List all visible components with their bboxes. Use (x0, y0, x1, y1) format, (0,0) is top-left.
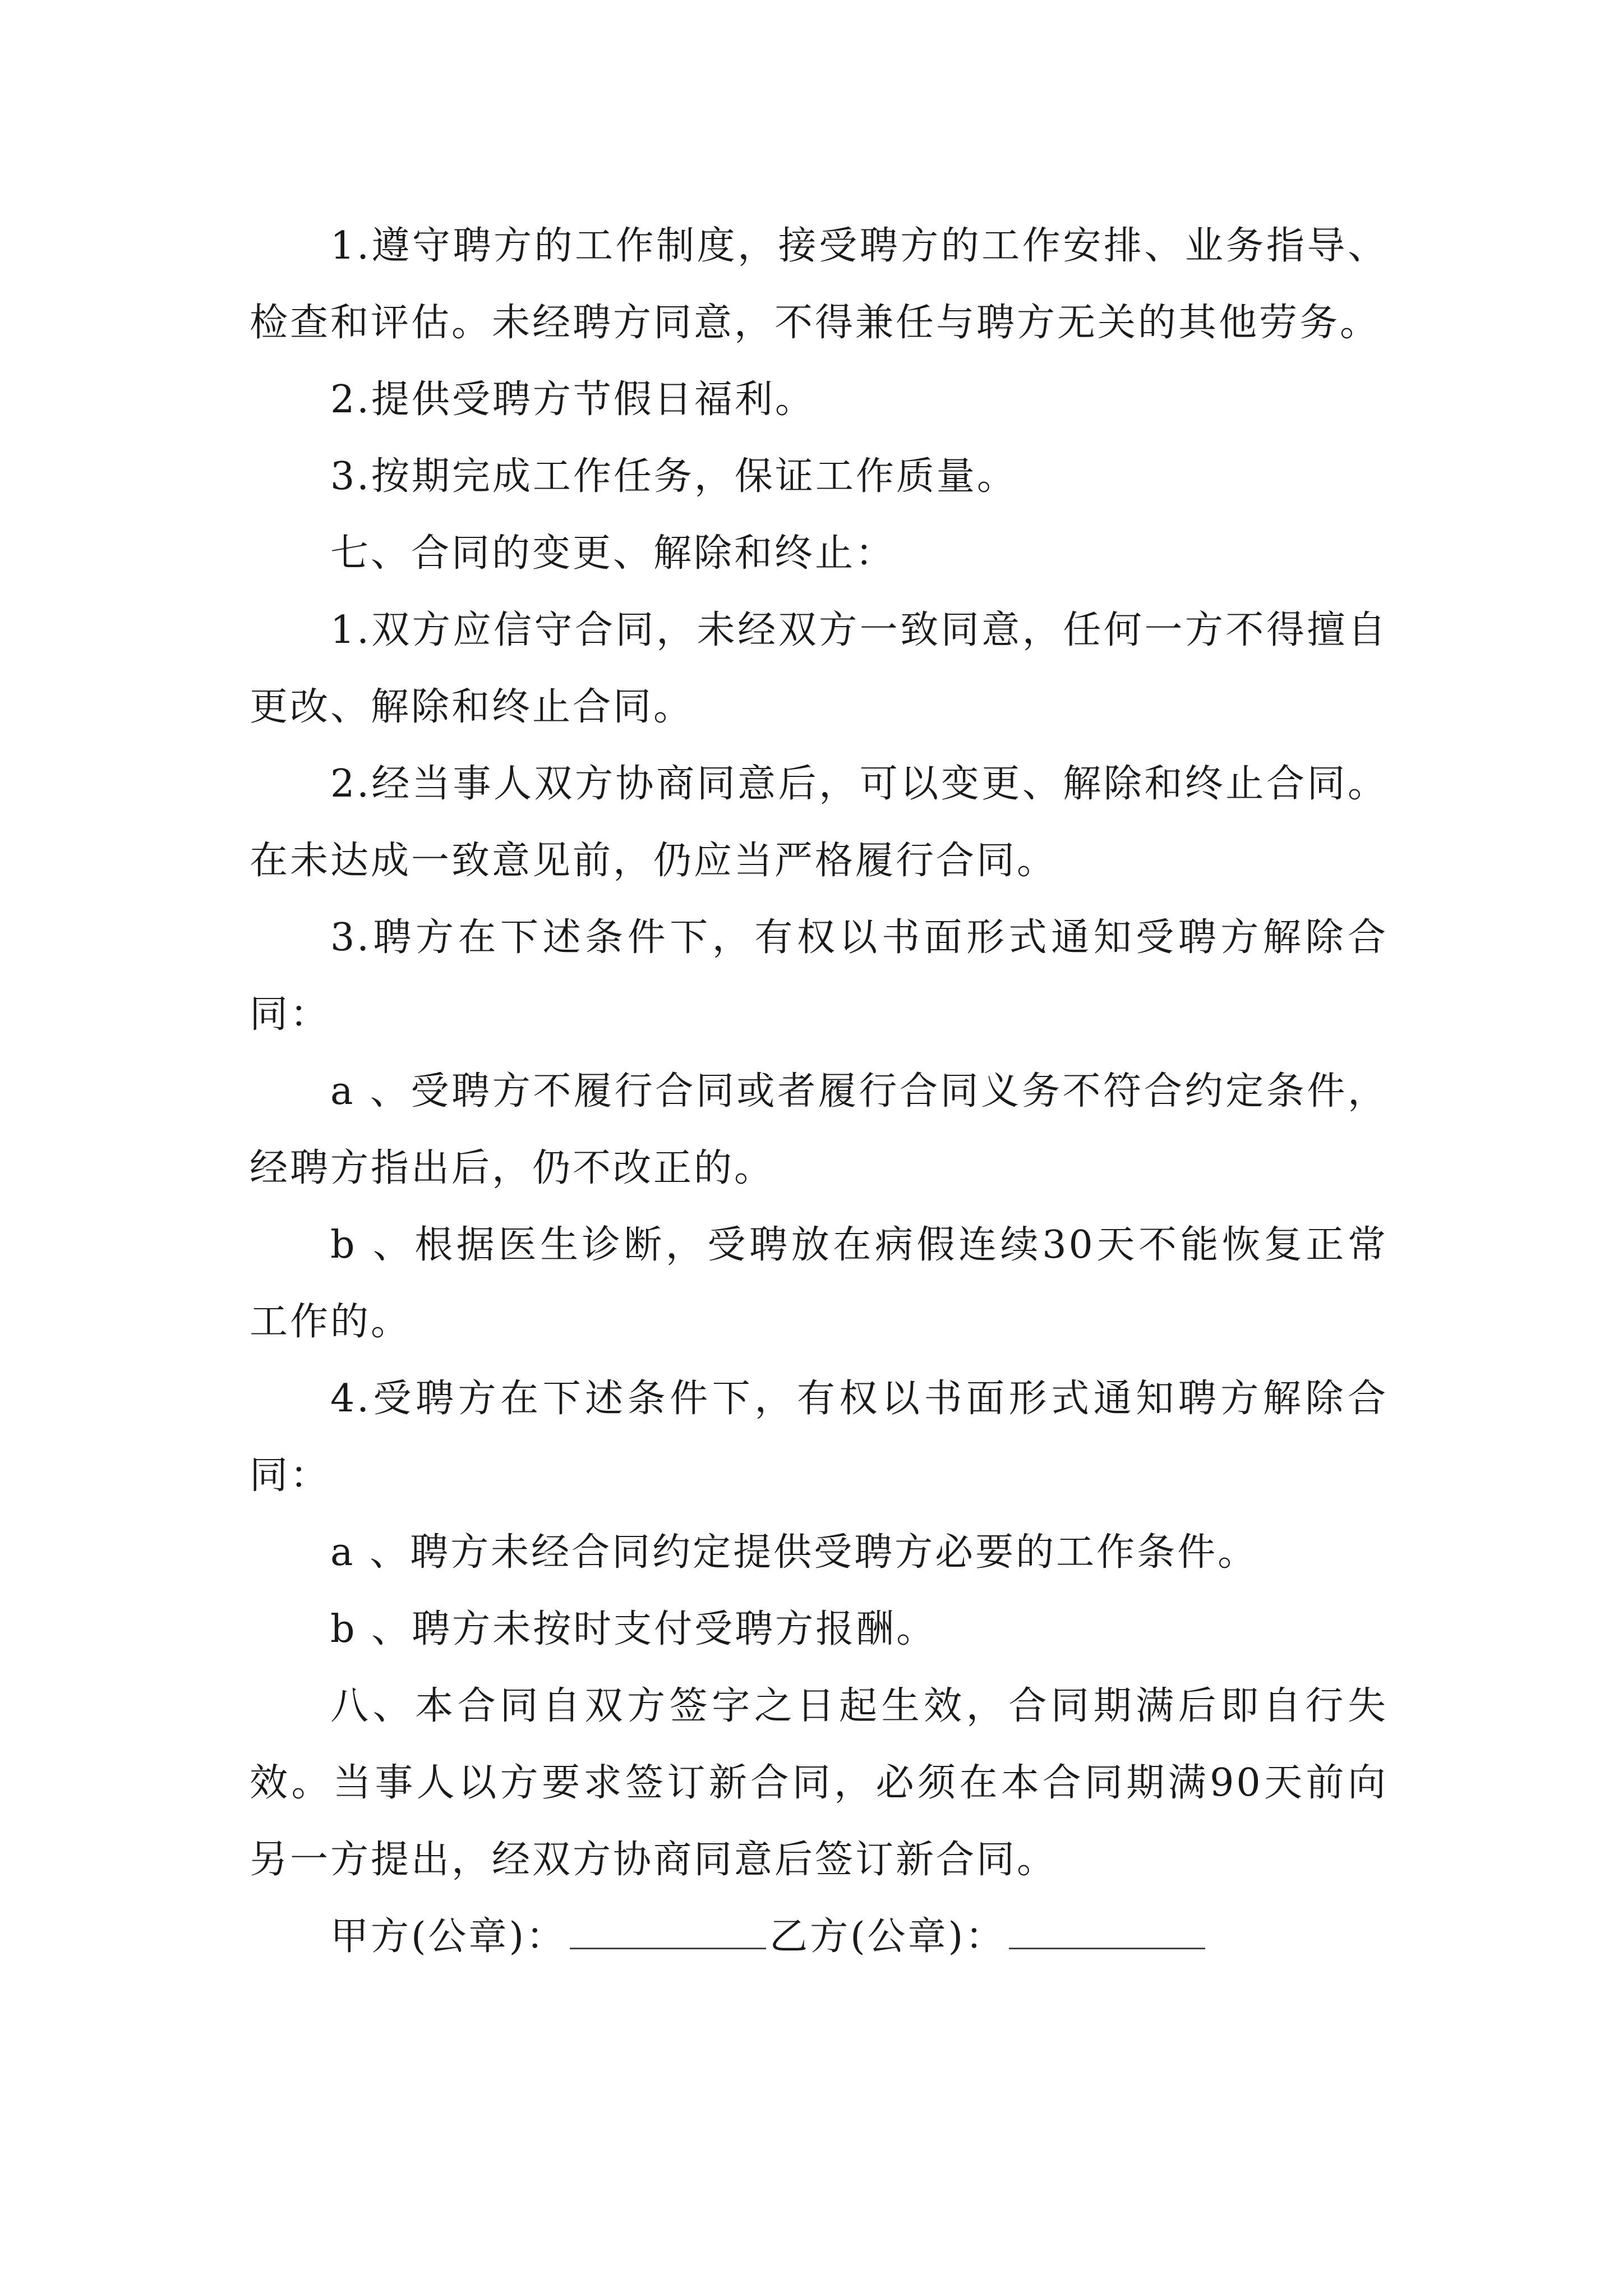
paragraph-change-1: 1.双方应信守合同，未经双方一致同意，任何一方不得擅自更改、解除和终止合同。 (250, 608, 1388, 729)
paragraph-change-3: 3.聘方在下述条件下，有权以书面形式通知受聘方解除合同： (250, 915, 1388, 1037)
paragraph-change-4b: b 、聘方未按时支付受聘方报酬。 (330, 1607, 937, 1651)
party-b-label: 乙方(公章)： (769, 1915, 1006, 1959)
section-heading-7: 七、合同的变更、解除和终止： (330, 531, 896, 576)
section-heading-8: 八、本合同自双方签字之日起生效，合同期满后即自行失效。当事人以方要求签订新合同，必须在本合同期满90天前向另一方提出，经双方协商同意后签订新合同。 (250, 1684, 1388, 1882)
document-body (250, 208, 1388, 1975)
party-b-signature-blank (1009, 1915, 1205, 1949)
paragraph-duty-1: 1.遵守聘方的工作制度，接受聘方的工作安排、业务指导、检查和评估。未经聘方同意，不得兼任与聘方无关的其他劳务。 (250, 224, 1388, 345)
paragraph-duty-2: 2.提供受聘方节假日福利。 (330, 378, 815, 422)
paragraph-duty-3: 3.按期完成工作任务，保证工作质量。 (330, 454, 1017, 499)
paragraph-change-2: 2.经当事人双方协商同意后，可以变更、解除和终止合同。在未达成一致意见前，仍应当严格履行合同。 (250, 762, 1388, 883)
paragraph-change-4a: a 、聘方未经合同约定提供受聘方必要的工作条件。 (330, 1530, 1258, 1575)
paragraph-change-3a: a 、受聘方不履行合同或者履行合同义务不符合约定条件，经聘方指出后，仍不改正的。 (250, 1069, 1388, 1190)
paragraph-change-3b: b 、根据医生诊断，受聘放在病假连续30天不能恢复正常工作的。 (250, 1223, 1388, 1344)
paragraph-change-4: 4.受聘方在下述条件下，有权以书面形式通知聘方解除合同： (250, 1377, 1388, 1498)
party-a-label: 甲方(公章)： (330, 1915, 567, 1959)
party-a-signature-blank (570, 1915, 766, 1949)
signature-line (250, 1898, 1388, 1975)
